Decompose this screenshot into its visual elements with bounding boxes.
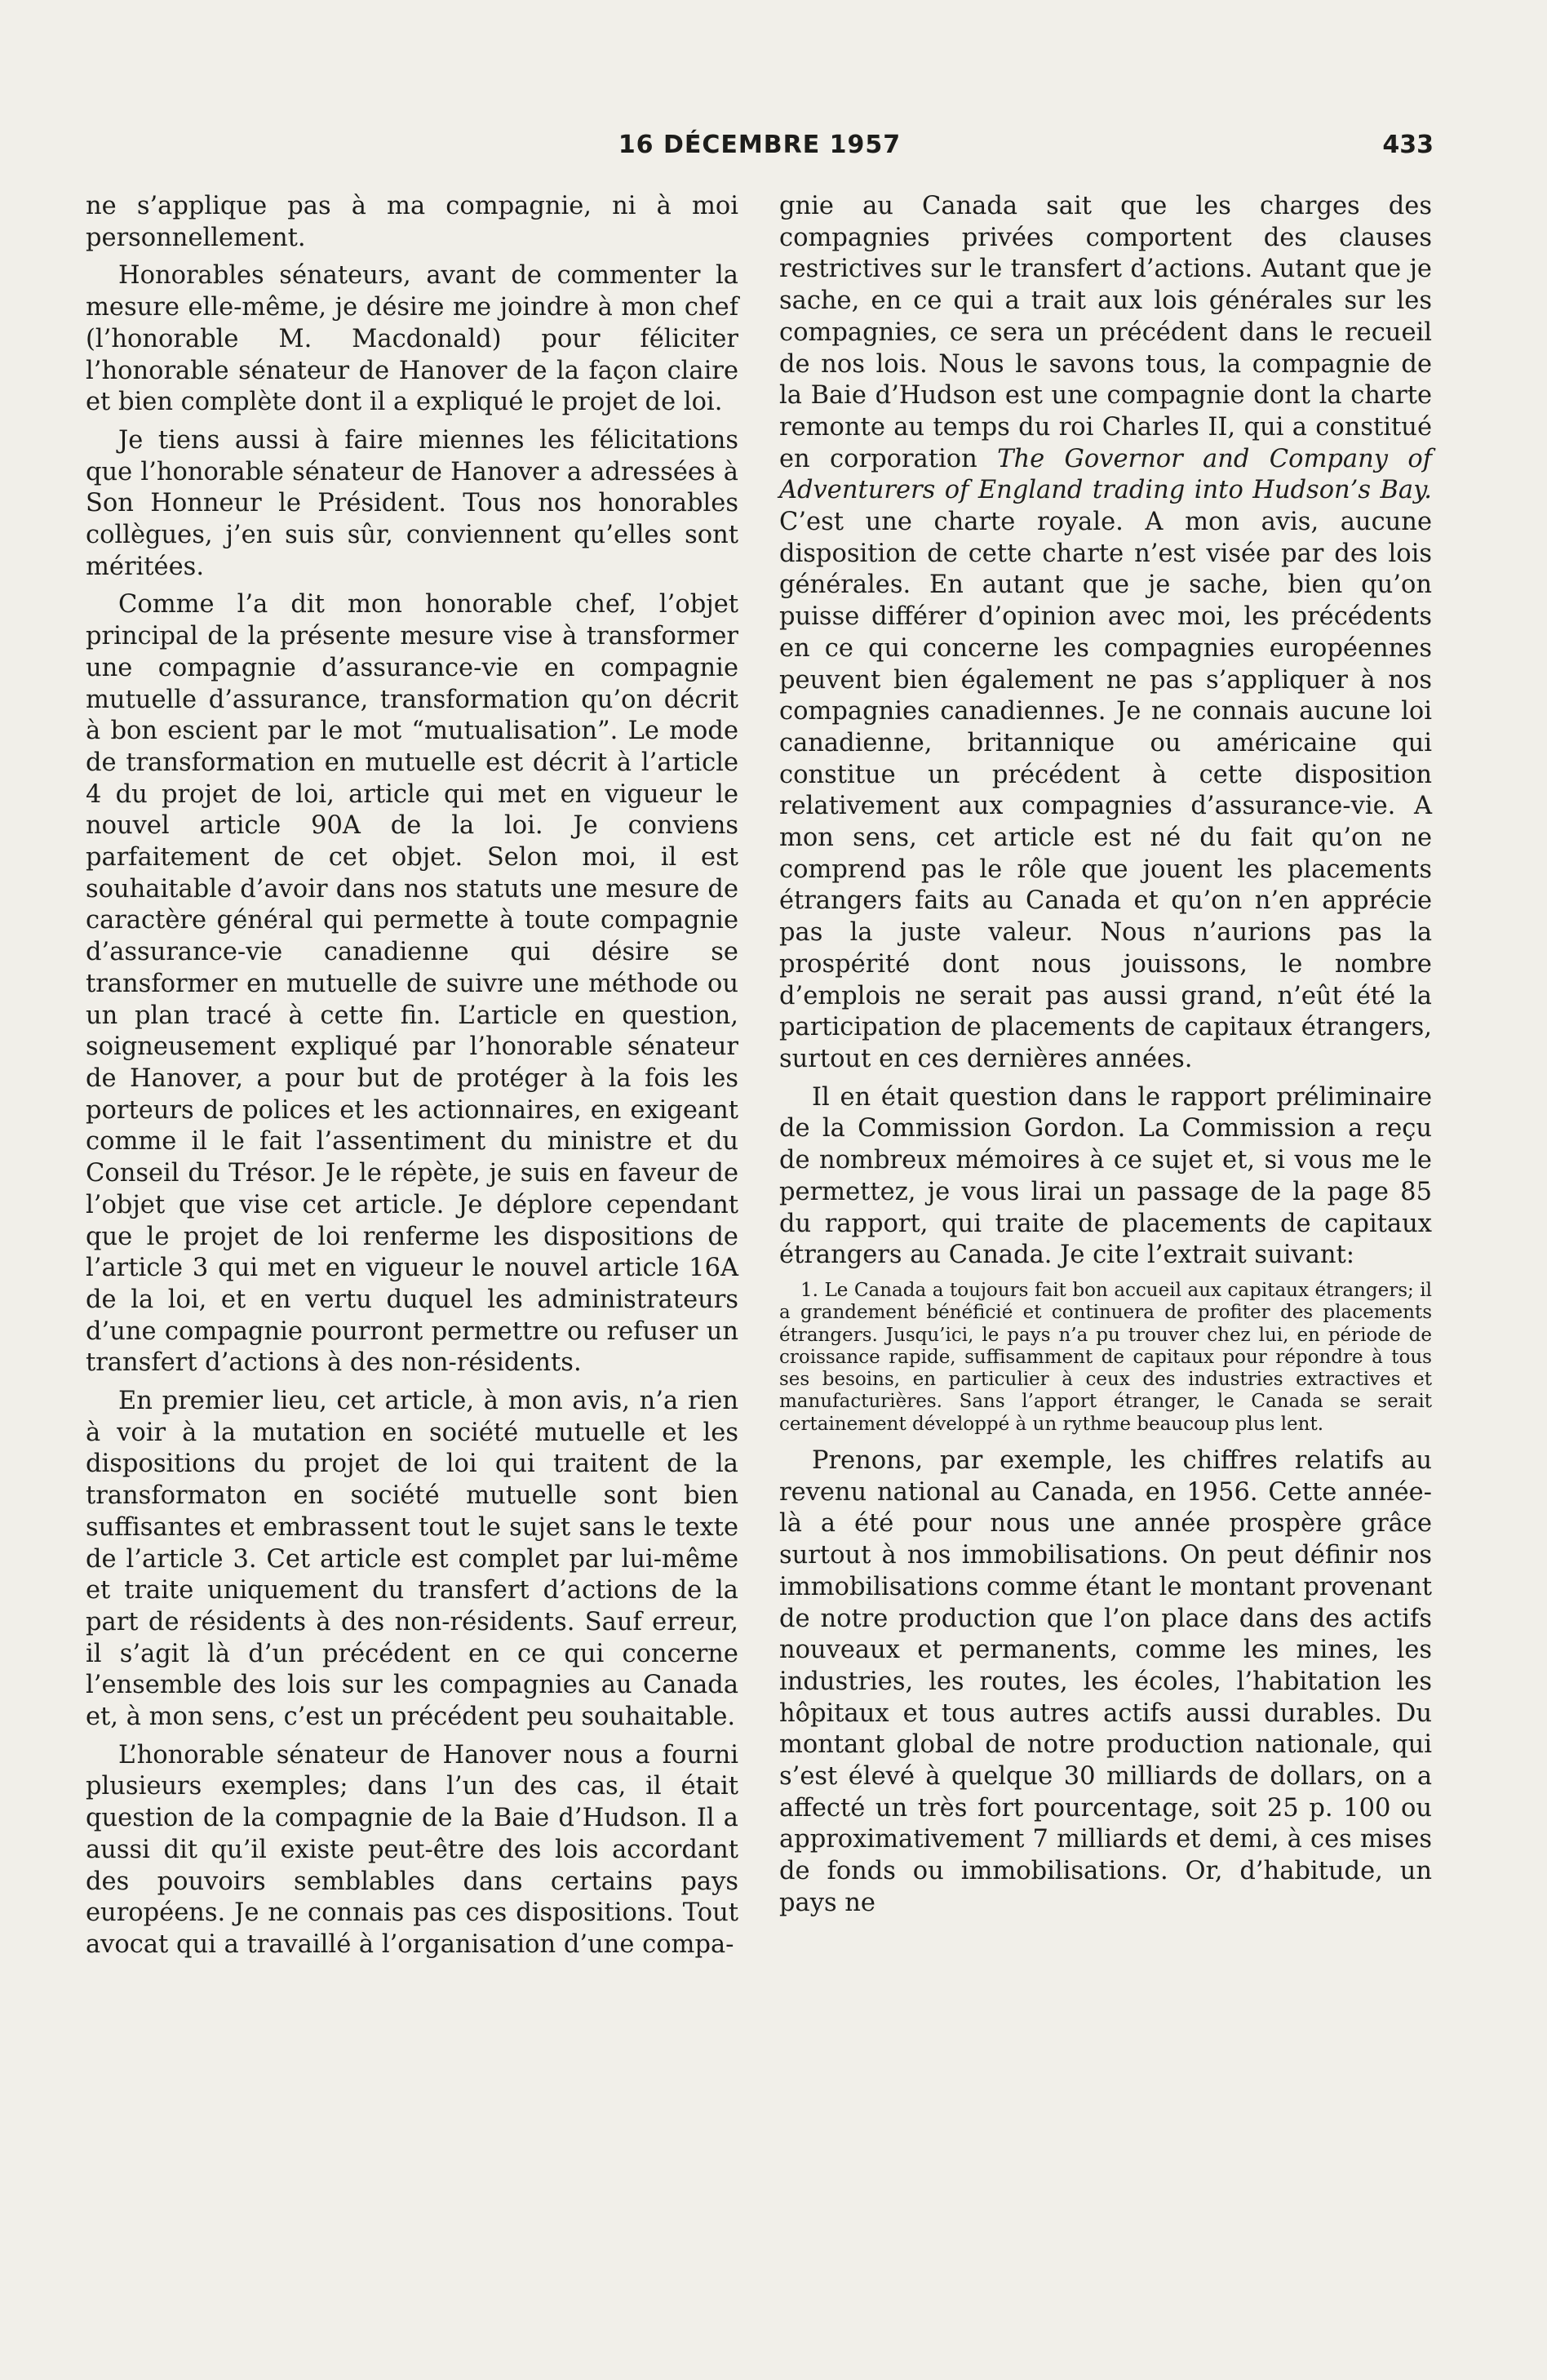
paragraph: Prenons, par exemple, les chiffres relatifs au revenu national au Canada, en 1956. Cette année-là a été pour nous une année prospère grâce surtout à nos immobilisations. On peut définir nos immobilisations comme étant le montant provenant de notre production que l’on place dans des actifs nouveaux et permanents, comme les mines, les industries, les routes, les écoles, l’habitation les hôpitaux et tous autres actifs aussi durables. Du montant global de notre production nationale, qui s’est élevé à quelque 30 milliards de dollars, on a affecté un très fort pourcentage, soit 25 p. 100 ou approximativement 7 milliards et demi, à ces mises de fonds ou immobilisations. Or, d’habitude, un pays ne xyxy=(779,1445,1432,1917)
page-number: 433 xyxy=(1382,131,1434,159)
paragraph: Il en était question dans le rapport préliminaire de la Commission Gordon. La Commission a reçu de nombreux mémoires à ce sujet et, si vous me le permettez, je vous lirai un passage de la page 85 du rapport, qui traite de placements de capitaux étrangers au Canada. Je cite l’extrait suivant: xyxy=(779,1082,1432,1270)
paragraph-text: gnie au Canada sait que les charges des compagnies privées comportent des clauses restrictives sur le transfert d’actions. Autant que je sache, en ce qui a trait aux lois générales sur les compagnies, ce sera un précédent dans le recueil de nos lois. Nous le savons tous, la compagnie de la Baie d’Hudson est une compagnie dont la charte remonte au temps du roi Charles II, qui a constitué en corporation xyxy=(779,192,1432,473)
quote-text: 1. Le Canada a toujours fait bon accueil aux capitaux étrangers; il a grandement bénéficié et continuera de profiter des placements étrangers. Jusqu’ici, le pays n’a pu trouver chez lui, en période de croissance rapide, suffisamment de capitaux pour répondre à tous ses besoins, en particulier à ceux des industries extractives et manufacturières. Sans l’apport étranger, le Canada se serait certainement développé à un rythme beaucoup plus lent. xyxy=(779,1279,1432,1435)
paragraph: Comme l’a dit mon honorable chef, l’objet principal de la présente mesure vise à transformer une compagnie d’assurance-vie en compagnie mutuelle d’assurance, transformation qu’on décrit à bon escient par le mot “mutualisation”. Le mode de transformation en mutuelle est décrit à l’article 4 du projet de loi, article qui met en vigueur le nouvel article 90A de la loi. Je conviens parfaitement de cet objet. Selon moi, il est souhaitable d’avoir dans nos statuts une mesure de caractère général qui permette à toute compagnie d’assurance-vie canadienne qui désire se transformer en mutuelle de suivre une méthode ou un plan tracé à cette fin. L’article en question, soigneusement expliqué par l’honorable sénateur de Hanover, a pour but de protéger à la fois les porteurs de polices et les actionnaires, en exigeant comme il le fait l’assentiment du ministre et du Conseil du Trésor. Je le répète, je suis en faveur de l’objet que vise cet article. Je déplore cependant que le projet de loi renferme les dispositions de l’article 3 qui met en vigueur le nouvel article 16A de la loi, et en vertu duquel les administrateurs d’une compagnie pourront permettre ou refuser un transfert d’actions à des non-résidents. xyxy=(86,590,738,1378)
paragraph xyxy=(779,191,1432,1076)
paragraph: L’honorable sénateur de Hanover nous a fourni plusieurs exemples; dans l’un des cas, il était question de la compagnie de la Baie d’Hudson. Il a aussi dit qu’il existe peut-être des lois accordant des pouvoirs semblables dans certains pays européens. Je ne connais pas ces dispositions. Tout avocat qui a travaillé à l’organisation d’une compa- xyxy=(86,1740,738,1959)
block-quote xyxy=(779,1280,1432,1436)
left-column xyxy=(86,191,738,1961)
paragraph: Je tiens aussi à faire miennes les félicitations que l’honorable sénateur de Hanover a adressées à Son Honneur le Président. Tous nos honorables collègues, j’en suis sûr, conviennent qu’elles sont méritées. xyxy=(86,425,738,581)
page-header xyxy=(86,131,1434,170)
page-date: 16 DÉCEMBRE 1957 xyxy=(618,131,902,159)
paragraph-text: C’est une charte royale. A mon avis, aucune disposition de cette charte n’est visée par des lois générales. En autant que je sache, bien qu’on puisse différer d’opinion avec moi, les précédents en ce qui concerne les compagnies européennes peuvent bien également ne pas s’appliquer à nos compagnies canadiennes. Je ne connais aucune loi canadienne, britannique ou américaine qui constitue un précédent à cette disposition relativement aux compagnies d’assurance-vie. A mon sens, cet article est né du fait qu’on ne comprend pas le rôle que jouent les placements étrangers faits au Canada et qu’on n’en apprécie pas la juste valeur. Nous n’aurions pas la prospérité dont nous jouissons, le nombre d’emplois ne serait pas aussi grand, n’eût été la participation de placements de capitaux étrangers, surtout en ces dernières années. xyxy=(779,508,1432,1073)
paragraph: Honorables sénateurs, avant de commenter la mesure elle-même, je désire me joindre à mon chef (l’honorable M. Macdonald) pour féliciter l’honorable sénateur de Hanover de la façon claire et bien complète dont il a expliqué le projet de loi. xyxy=(86,261,738,417)
paragraph: En premier lieu, cet article, à mon avis, n’a rien à voir à la mutation en société mutuelle et les dispositions du projet de loi qui traitent de la transformaton en société mutuelle sont bien suffisantes et embrassent tout le sujet sans le texte de l’article 3. Cet article est complet par lui-même et traite uniquement du transfert d’actions de la part de résidents à des non-résidents. Sauf erreur, il s’agit là d’un précédent en ce qui concerne l’ensemble des lois sur les compagnies au Canada et, à mon sens, c’est un précédent peu souhaitable. xyxy=(86,1387,738,1732)
charter-title: The Governor and Company of Adventurers of England trading into Hudson’s Bay. xyxy=(779,444,1432,505)
right-column xyxy=(779,191,1432,1920)
paragraph: ne s’applique pas à ma compagnie, ni à moi personnellement. xyxy=(86,192,738,252)
